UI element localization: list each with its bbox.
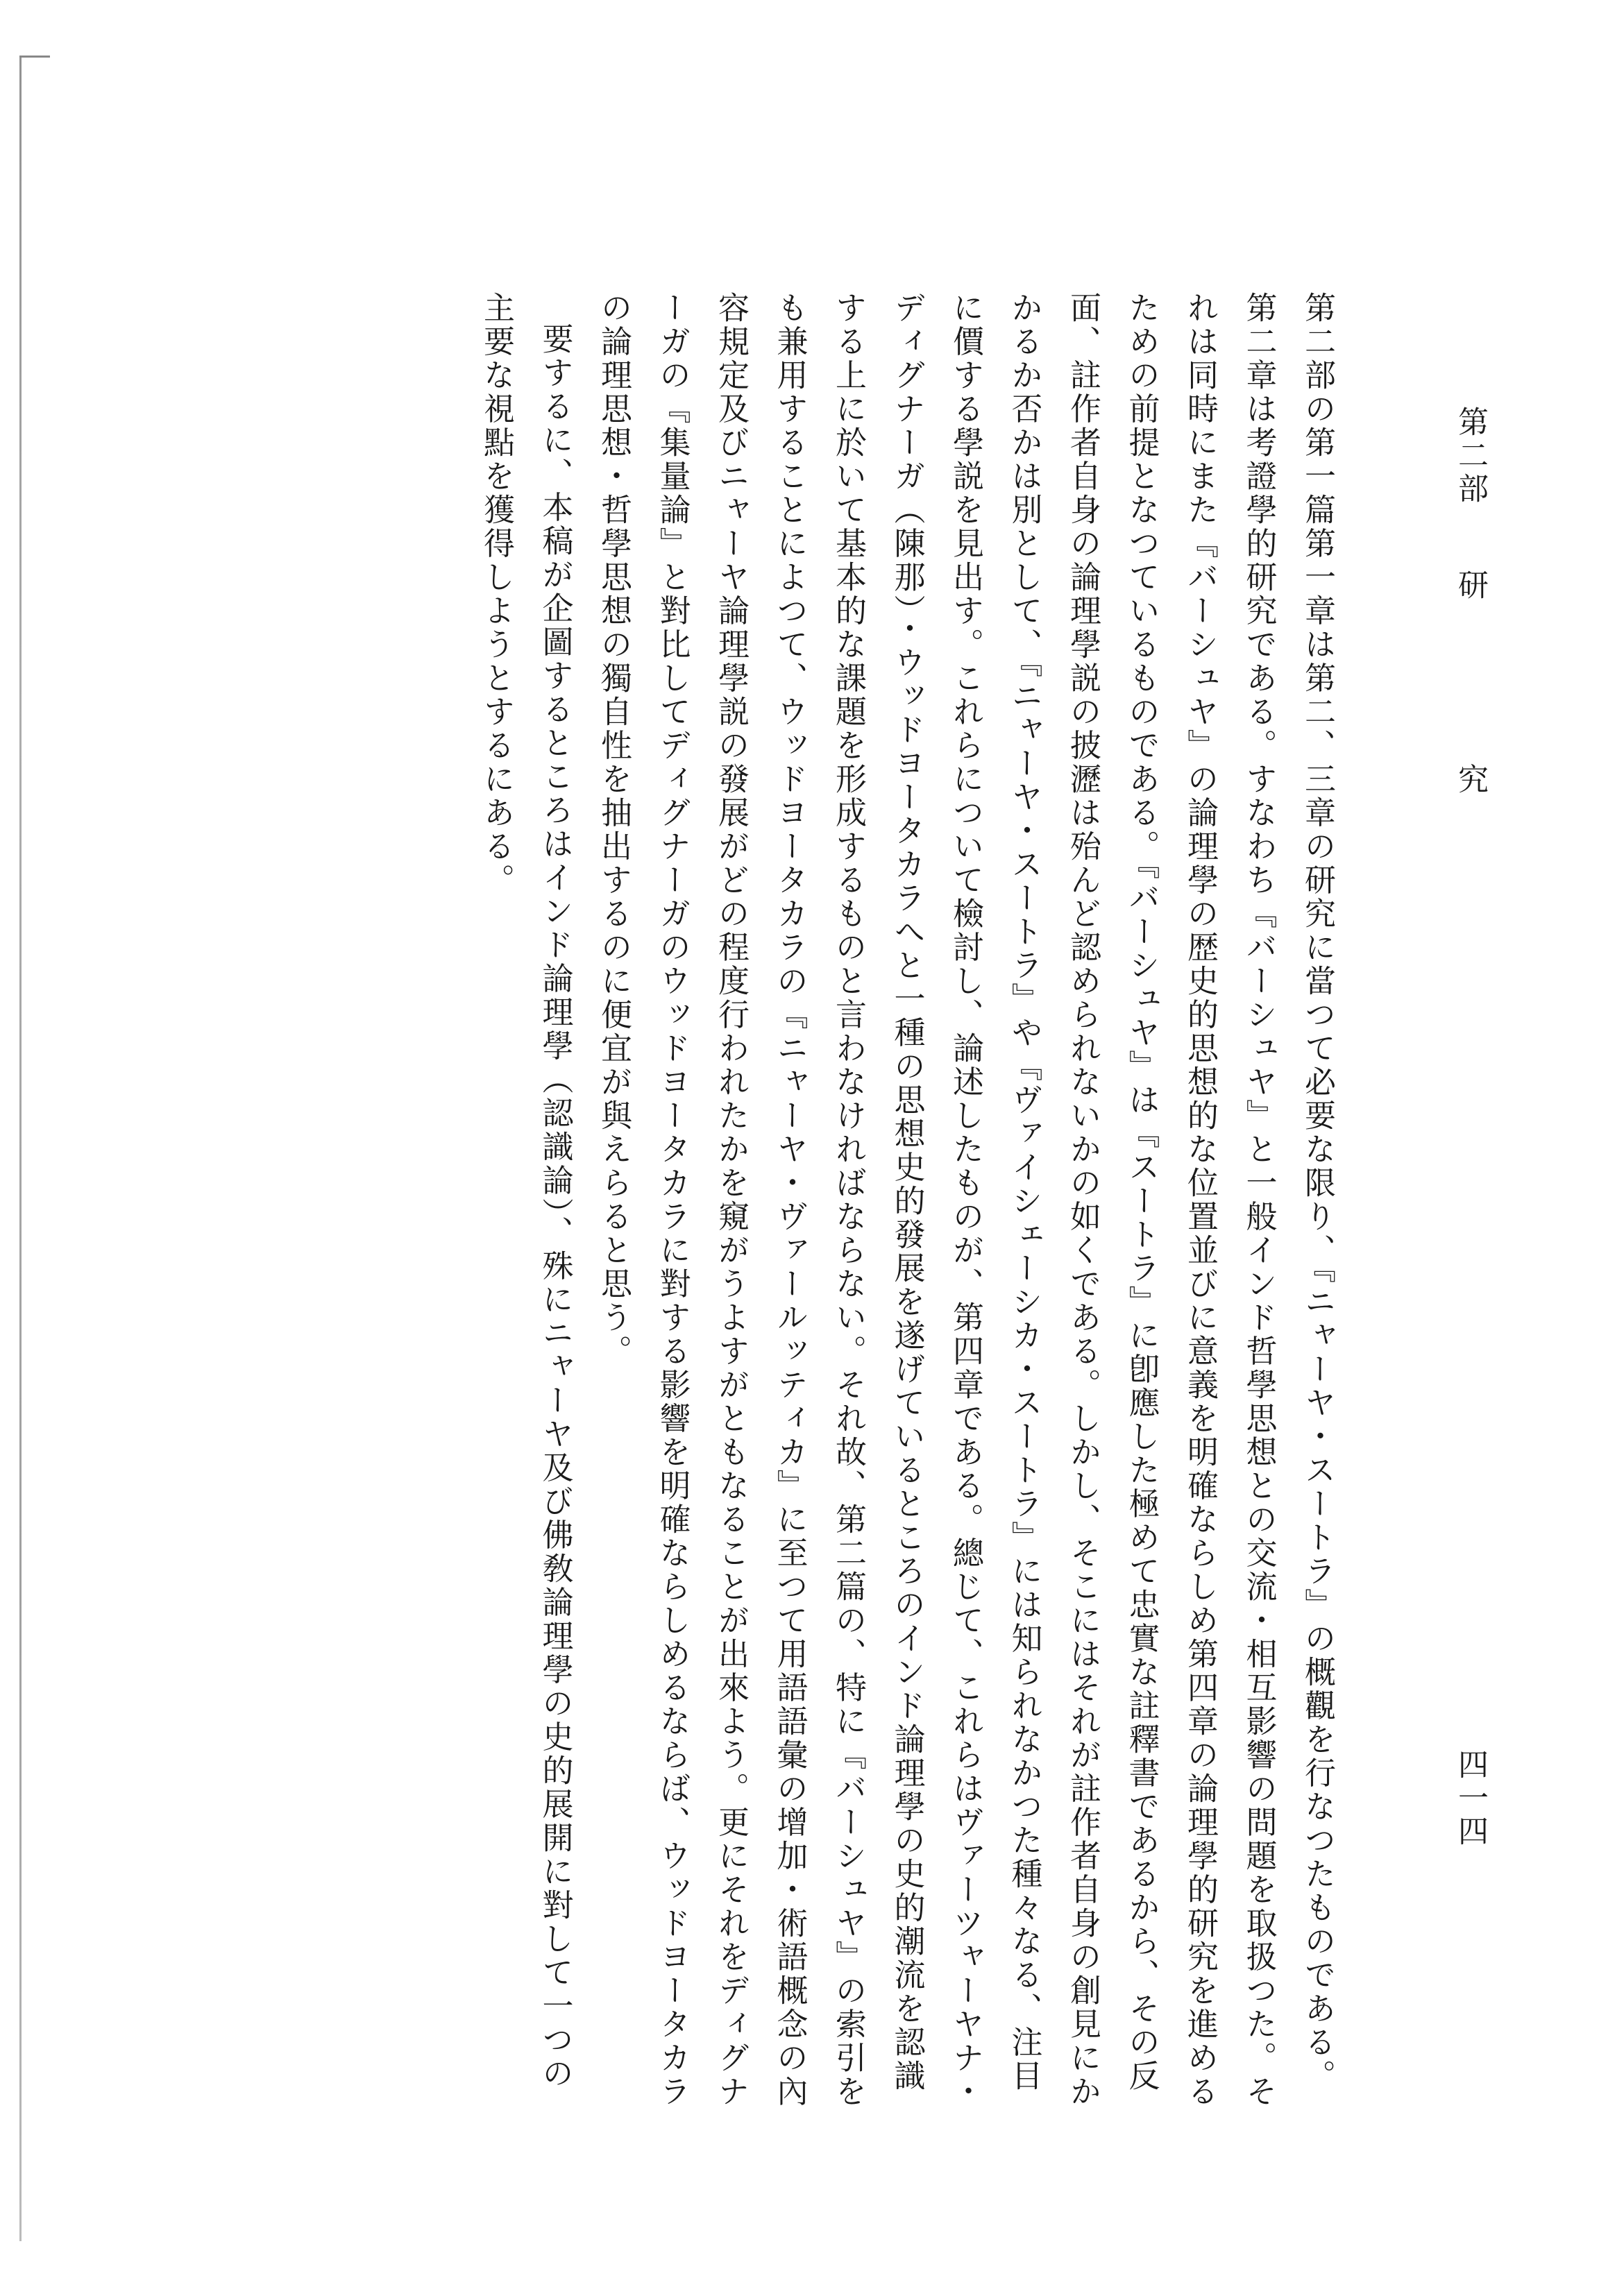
running-header-title-2: 究: [1453, 763, 1488, 797]
running-header-part: 第二部: [1453, 406, 1488, 506]
page-edge-line: [19, 56, 22, 2241]
page-number: 四一四: [1453, 1749, 1488, 1848]
paragraph-1: 第二部の第一篇第一章は第二、三章の研究に當つて必要な限り、『ニャーヤ・スートラ』の概觀を行なつたものである。第二章は考證學的研究である。すなわち『バーシュヤ』と一般インド哲學思想との交流・相互影響の問題を取扱つた。それは同時にまた『バーシュヤ』の論理學の歴史的思想的な位置並びに意義を明確ならしめ第四章の論理學的研究を進めるための前提となつているものである。『バーシュヤ』は『スートラ』に卽應した極めて忠實な註釋書であるから、その反面、註作者自身の論理學説の披瀝は殆んど認められないかの如くである。しかし、そこにはそれが註作者自身の創見にかかるか否かは別として、『ニャーヤ・スートラ』や『ヴァイシェーシカ・スートラ』には知られなかつた種々なる、注目に價する學説を見出す。これらについて檢討し、論述したものが、第四章である。總じて、これらはヴァーツャーヤナ・ディグナーガ（陳那）・ウッドヨータカラへと一種の思想史的發展を遂げているところのインド論理學の史的潮流を認識する上に於いて基本的な課題を形成するものと言わなければならない。それ故、第二篇の、特に『バーシュヤ』の索引をも兼用することによつて、ウッドヨータカラの『ニャーヤ・ヴァールッティカ』に至つて用語語彙の增加・術語概念の內容規定及びニャーヤ論理學説の發展がどの程度行われたかを窺がうよすがともなることが出來よう。更にそれをディグナーガの『集量論』と對比してディグナーガのウッドヨータカラに對する影響を明確ならしめるならば、ウッドヨータカラの論理思想・哲學思想の獨自性を抽出するのに便宜が與えらると思う。: [595, 291, 1336, 2109]
running-header-title-1: 研: [1453, 569, 1488, 602]
page-edge-tick: [19, 56, 50, 58]
body-text: [153, 291, 1346, 2109]
paragraph-2: 要するに、本稿が企圖するところはインド論理學（認識論）、殊にニャーヤ及び佛敎論理學の史的展開に對して一つの主要な視點を獲得しようとするにある。: [478, 291, 574, 2091]
